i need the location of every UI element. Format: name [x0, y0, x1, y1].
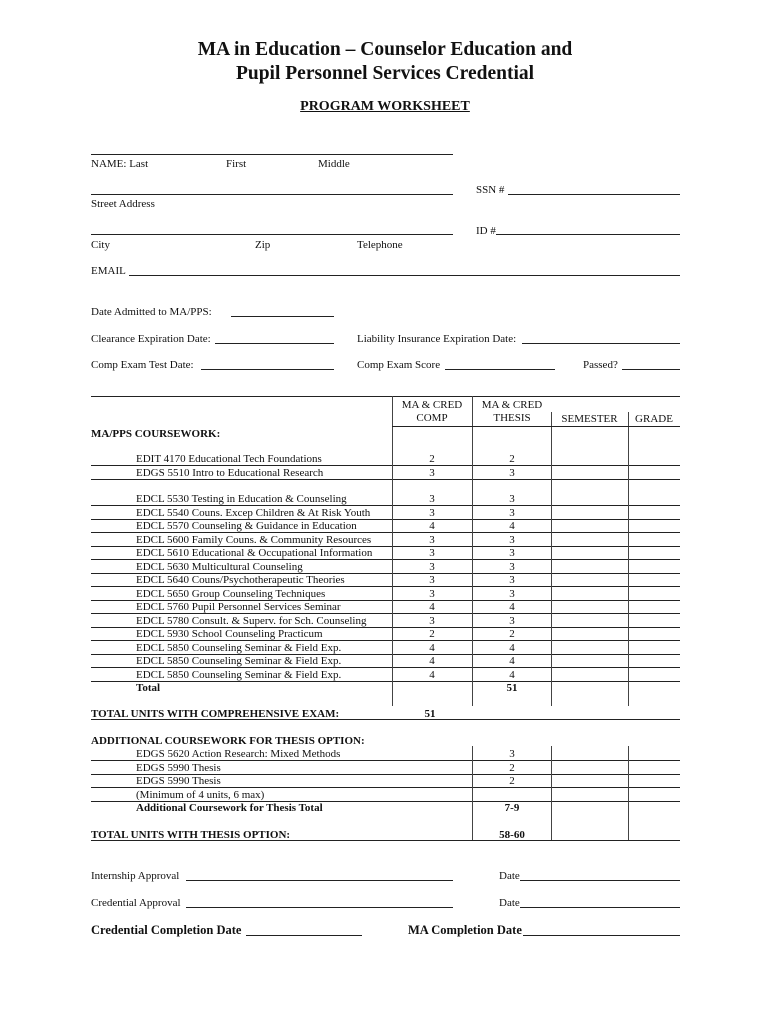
city-label: City [91, 239, 110, 251]
comp-units: 3 [429, 560, 435, 573]
course-name: (Minimum of 4 units, 6 max) [136, 788, 265, 801]
course-name: EDGS 5620 Action Research: Mixed Methods [136, 748, 341, 760]
credential-approval-field[interactable] [186, 907, 453, 908]
name-last-label: NAME: Last [91, 158, 149, 170]
total-thesis-option-rule [91, 840, 680, 841]
thesis-units: 2 [509, 761, 515, 774]
email-label: EMAIL [91, 265, 126, 277]
col-divider [628, 440, 629, 706]
internship-approval-field[interactable] [186, 880, 453, 881]
comp-units: 3 [429, 466, 435, 479]
course-name: EDCL 5640 Couns/Psychotherapeutic Theories [136, 574, 345, 586]
thesis-units: 2 [509, 775, 515, 787]
name-underline[interactable] [91, 154, 453, 155]
comp-units: 3 [429, 574, 435, 586]
total-comp-rule [91, 719, 680, 720]
course-name: EDCL 5850 Counseling Seminar & Field Exp. [136, 668, 342, 681]
col-divider [472, 746, 473, 840]
ssn-field[interactable] [508, 194, 680, 195]
page-title-line-2: Pupil Personnel Services Credential [235, 63, 535, 84]
course-name: EDCL 5650 Group Counseling Techniques [136, 587, 326, 600]
page-title-line-1: MA in Education – Counselor Education and [197, 39, 573, 60]
col-divider [551, 440, 552, 706]
ssn-label: SSN # [476, 184, 505, 196]
course-name: EDIT 4170 Educational Tech Foundations [136, 453, 322, 465]
col-grade-header: GRADE [635, 413, 673, 425]
col-comp-header-2: COMP [416, 412, 448, 424]
course-name: EDGS 5510 Intro to Educational Research [136, 466, 324, 479]
credential-completion-label: Credential Completion Date [91, 923, 242, 937]
thesis-units: 3 [509, 533, 515, 546]
course-name: EDGS 5990 Thesis [136, 775, 221, 787]
thesis-units: 4 [509, 668, 515, 681]
email-field[interactable] [129, 275, 680, 276]
thesis-units: 4 [509, 520, 515, 532]
internship-date-field[interactable] [520, 880, 680, 881]
thesis-units: 4 [509, 641, 515, 654]
name-first-label: First [226, 158, 247, 170]
comp-units: 4 [429, 668, 435, 681]
total-thesis-option-label: TOTAL UNITS WITH THESIS OPTION: [91, 829, 291, 841]
internship-date-label: Date [499, 870, 520, 882]
comp-units: 3 [429, 533, 435, 546]
header-bottom-rule [392, 426, 680, 427]
comp-units: 2 [429, 453, 435, 465]
credential-date-label: Date [499, 897, 520, 909]
comp-units: 4 [429, 641, 435, 654]
course-name: EDGS 5990 Thesis [136, 761, 221, 774]
liability-expiration-field[interactable] [522, 343, 680, 344]
comp-units: 4 [429, 520, 435, 532]
thesis-units: 3 [509, 587, 515, 600]
internship-approval-label: Internship Approval [91, 870, 180, 882]
col-semester-header: SEMESTER [561, 413, 618, 425]
ma-completion-field[interactable] [523, 935, 680, 936]
clearance-expiration-field[interactable] [215, 343, 334, 344]
col-divider [628, 746, 629, 840]
course-name: EDCL 5930 School Counseling Practicum [136, 628, 323, 640]
course-name: EDCL 5570 Counseling & Guidance in Education [136, 520, 357, 532]
thesis-units: 4 [509, 601, 515, 613]
course-name: EDCL 5850 Counseling Seminar & Field Exp. [136, 641, 342, 654]
total-comp-value: 51 [424, 708, 436, 720]
total-thesis-option-value: 58-60 [499, 829, 525, 841]
date-admitted-field[interactable] [231, 316, 334, 317]
name-middle-label: Middle [318, 158, 350, 170]
thesis-units: 2 [509, 453, 515, 465]
table-top-rule [91, 396, 680, 397]
course-name: EDCL 5600 Family Couns. & Community Resources [136, 533, 372, 546]
thesis-units: 3 [509, 560, 515, 573]
id-label: ID # [476, 225, 496, 237]
comp-exam-score-field[interactable] [445, 369, 555, 370]
comp-units: 3 [429, 587, 435, 600]
comp-units: 3 [429, 614, 435, 627]
course-name: EDCL 5530 Testing in Education & Counseling [136, 493, 347, 505]
thesis-units: 3 [509, 614, 515, 627]
thesis-units: 3 [509, 547, 515, 559]
col-thesis-header-2: THESIS [493, 412, 531, 424]
comp-units: 3 [429, 506, 435, 519]
additional-total-label: Additional Coursework for Thesis Total [136, 802, 323, 814]
total-comp-label: TOTAL UNITS WITH COMPREHENSIVE EXAM: [91, 708, 340, 720]
course-name: EDCL 5610 Educational & Occupational Information [136, 547, 373, 559]
course-name: EDCL 5630 Multicultural Counseling [136, 560, 303, 573]
total-label: Total [136, 682, 161, 694]
course-name: EDCL 5540 Couns. Excep Children & At Risk Youth [136, 506, 371, 519]
thesis-units: 2 [509, 628, 515, 640]
comp-units: 3 [429, 493, 435, 505]
comp-units: 4 [429, 655, 435, 667]
course-name: EDCL 5760 Pupil Personnel Services Seminar [136, 601, 341, 613]
coursework-section-title: MA/PPS COURSEWORK: [91, 428, 221, 440]
passed-field[interactable] [622, 369, 680, 370]
zip-label: Zip [255, 239, 271, 251]
street-address-label: Street Address [91, 198, 155, 210]
credential-completion-field[interactable] [246, 935, 362, 936]
row-rule[interactable] [91, 681, 680, 682]
row-rule[interactable] [91, 479, 680, 480]
id-field[interactable] [496, 234, 680, 235]
course-name: EDCL 5780 Consult. & Superv. for Sch. Counseling [136, 614, 367, 627]
col-divider [472, 440, 473, 706]
comp-exam-score-label: Comp Exam Score [357, 359, 441, 371]
col-comp-header-1: MA & CRED [401, 399, 463, 411]
telephone-label: Telephone [357, 239, 403, 251]
street-underline[interactable] [91, 194, 453, 195]
comp-units: 2 [429, 628, 435, 640]
col-divider [551, 746, 552, 840]
thesis-units: 3 [509, 506, 515, 519]
credential-approval-label: Credential Approval [91, 897, 181, 909]
comp-units: 4 [429, 601, 435, 613]
page-subtitle: PROGRAM WORKSHEET [300, 99, 470, 114]
clearance-expiration-label: Clearance Expiration Date: [91, 333, 211, 345]
thesis-units: 3 [509, 748, 515, 760]
liability-expiration-label: Liability Insurance Expiration Date: [357, 333, 517, 345]
city-underline[interactable] [91, 234, 453, 235]
passed-label: Passed? [583, 359, 618, 371]
additional-total-value: 7-9 [504, 802, 520, 814]
thesis-units: 3 [509, 574, 515, 586]
col-thesis-header-1: MA & CRED [481, 399, 543, 411]
thesis-units: 4 [509, 655, 515, 667]
comp-units: 3 [429, 547, 435, 559]
ma-completion-label: MA Completion Date [408, 923, 522, 937]
total-thesis-value: 51 [506, 682, 518, 694]
course-name: EDCL 5850 Counseling Seminar & Field Exp. [136, 655, 342, 667]
thesis-units: 3 [509, 466, 515, 479]
col-divider [392, 440, 393, 706]
comp-exam-date-field[interactable] [201, 369, 334, 370]
comp-exam-date-label: Comp Exam Test Date: [91, 359, 194, 371]
date-admitted-label: Date Admitted to MA/PPS: [91, 306, 212, 318]
credential-date-field[interactable] [520, 907, 680, 908]
thesis-units: 3 [509, 493, 515, 505]
additional-section-title: ADDITIONAL COURSEWORK FOR THESIS OPTION: [91, 735, 365, 747]
